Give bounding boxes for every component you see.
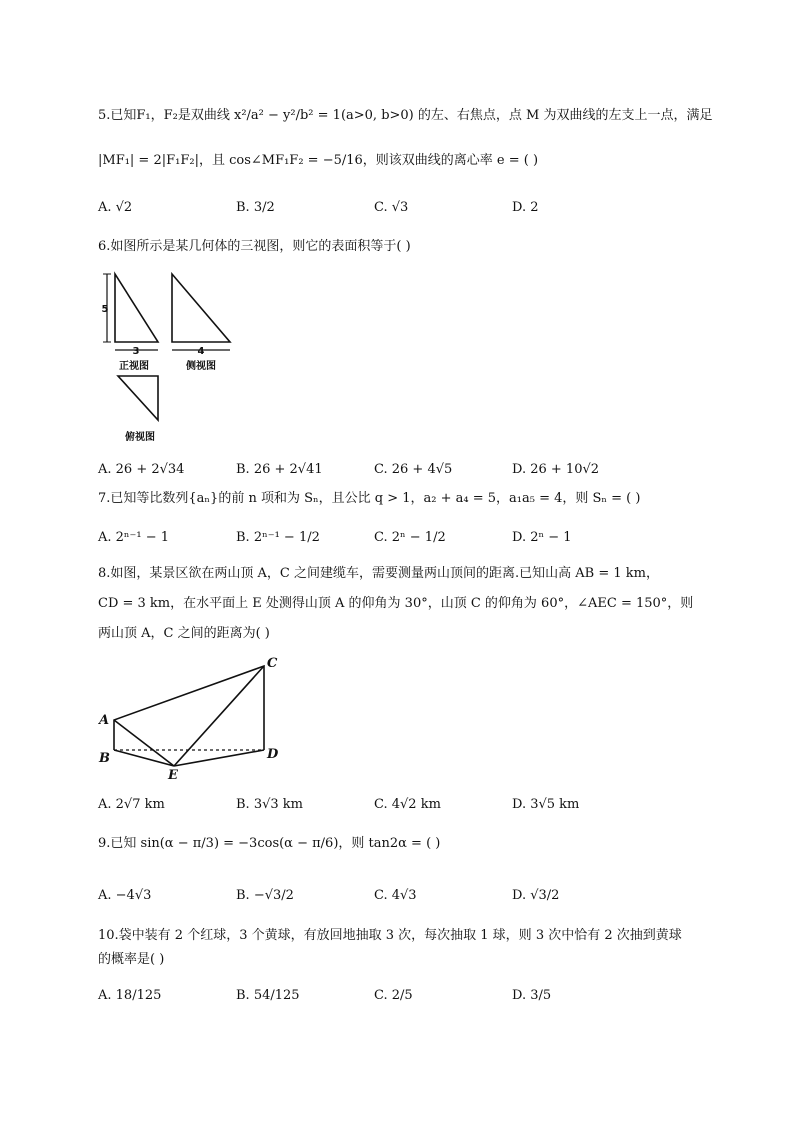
q8-stem-line2: CD = 3 km，在水平面上 E 处测得山顶 A 的仰角为 30°，山顶 C 的仰角为 60°，∠AEC = 150°，则	[98, 596, 694, 611]
point-d-label: D	[267, 747, 279, 762]
point-a-label: A	[99, 713, 110, 728]
q8-option-a: A. 2√7 km	[98, 797, 165, 812]
q6-stem: 6.如图所示是某几何体的三视图，则它的表面积等于( )	[98, 239, 411, 254]
three-view-figure	[98, 266, 238, 446]
q9-stem: 9.已知 sin(α − π/3) = −3cos(α − π/6)，则 tan2α = ( )	[98, 836, 441, 851]
q7-option-a: A. 2ⁿ⁻¹ − 1	[98, 530, 170, 545]
q10-option-c: C. 2/5	[374, 988, 413, 1003]
mountain-figure	[96, 650, 296, 780]
q5-option-c: C. √3	[374, 200, 409, 215]
front-view-triangle	[115, 274, 158, 342]
q5-option-b: B. 3/2	[236, 200, 275, 215]
dim-height-label: 5	[101, 304, 109, 315]
q5-option-d: D. 2	[512, 200, 539, 215]
q7-option-d: D. 2ⁿ − 1	[512, 530, 572, 545]
q8-option-b: B. 3√3 km	[236, 797, 303, 812]
q8-option-c: C. 4√2 km	[374, 797, 441, 812]
dim-front-width-label: 3	[132, 346, 140, 357]
q6-option-a: A. 26 + 2√34	[98, 462, 185, 477]
q6-option-c: C. 26 + 4√5	[374, 462, 453, 477]
q9-option-b: B. −√3/2	[236, 888, 294, 903]
top-view-triangle	[118, 376, 158, 420]
top-view-label: 俯视图	[125, 432, 155, 443]
q9-option-a: A. −4√3	[98, 888, 152, 903]
q7-stem: 7.已知等比数列{aₙ}的前 n 项和为 Sₙ，且公比 q > 1，a₂ + a₄ = 5，a₁a₅ = 4，则 Sₙ = ( )	[98, 491, 641, 506]
q8-option-d: D. 3√5 km	[512, 797, 580, 812]
dim-side-width-label: 4	[197, 346, 205, 357]
point-e-label: E	[168, 768, 178, 780]
q10-option-a: A. 18/125	[98, 988, 162, 1003]
side-view-triangle	[172, 274, 230, 342]
q7-option-c: C. 2ⁿ − 1/2	[374, 530, 446, 545]
q10-option-b: B. 54/125	[236, 988, 300, 1003]
q8-stem-line1: 8.如图，某景区欲在两山顶 A，C 之间建缆车，需要测量两山顶间的距离.已知山高 AB = 1 km，	[98, 566, 659, 581]
q10-stem-line1: 10.袋中装有 2 个红球，3 个黄球，有放回地抽取 3 次，每次抽取 1 球，则 3 次中恰有 2 次抽到黄球	[98, 928, 682, 943]
point-b-label: B	[99, 751, 110, 766]
q5-stem-line1: 5.已知F₁，F₂是双曲线 x²/a² − y²/b² = 1(a>0, b>0) 的左、右焦点，点 M 为双曲线的左支上一点，满足	[98, 108, 713, 123]
q9-option-c: C. 4√3	[374, 888, 417, 903]
point-c-label: C	[267, 656, 278, 671]
q10-stem-line2: 的概率是( )	[98, 952, 165, 967]
q5-option-a: A. √2	[98, 200, 133, 215]
q6-option-d: D. 26 + 10√2	[512, 462, 600, 477]
q5-stem-line2: |MF₁| = 2|F₁F₂|，且 cos∠MF₁F₂ = −5/16，则该双曲线的离心率 e = ( )	[98, 153, 539, 168]
side-view-label: 侧视图	[186, 361, 216, 372]
q10-option-d: D. 3/5	[512, 988, 552, 1003]
q8-stem-line3: 两山顶 A，C 之间的距离为( )	[98, 626, 270, 641]
front-view-label: 正视图	[119, 361, 149, 372]
q7-option-b: B. 2ⁿ⁻¹ − 1/2	[236, 530, 320, 545]
q9-option-d: D. √3/2	[512, 888, 560, 903]
q6-option-b: B. 26 + 2√41	[236, 462, 323, 477]
